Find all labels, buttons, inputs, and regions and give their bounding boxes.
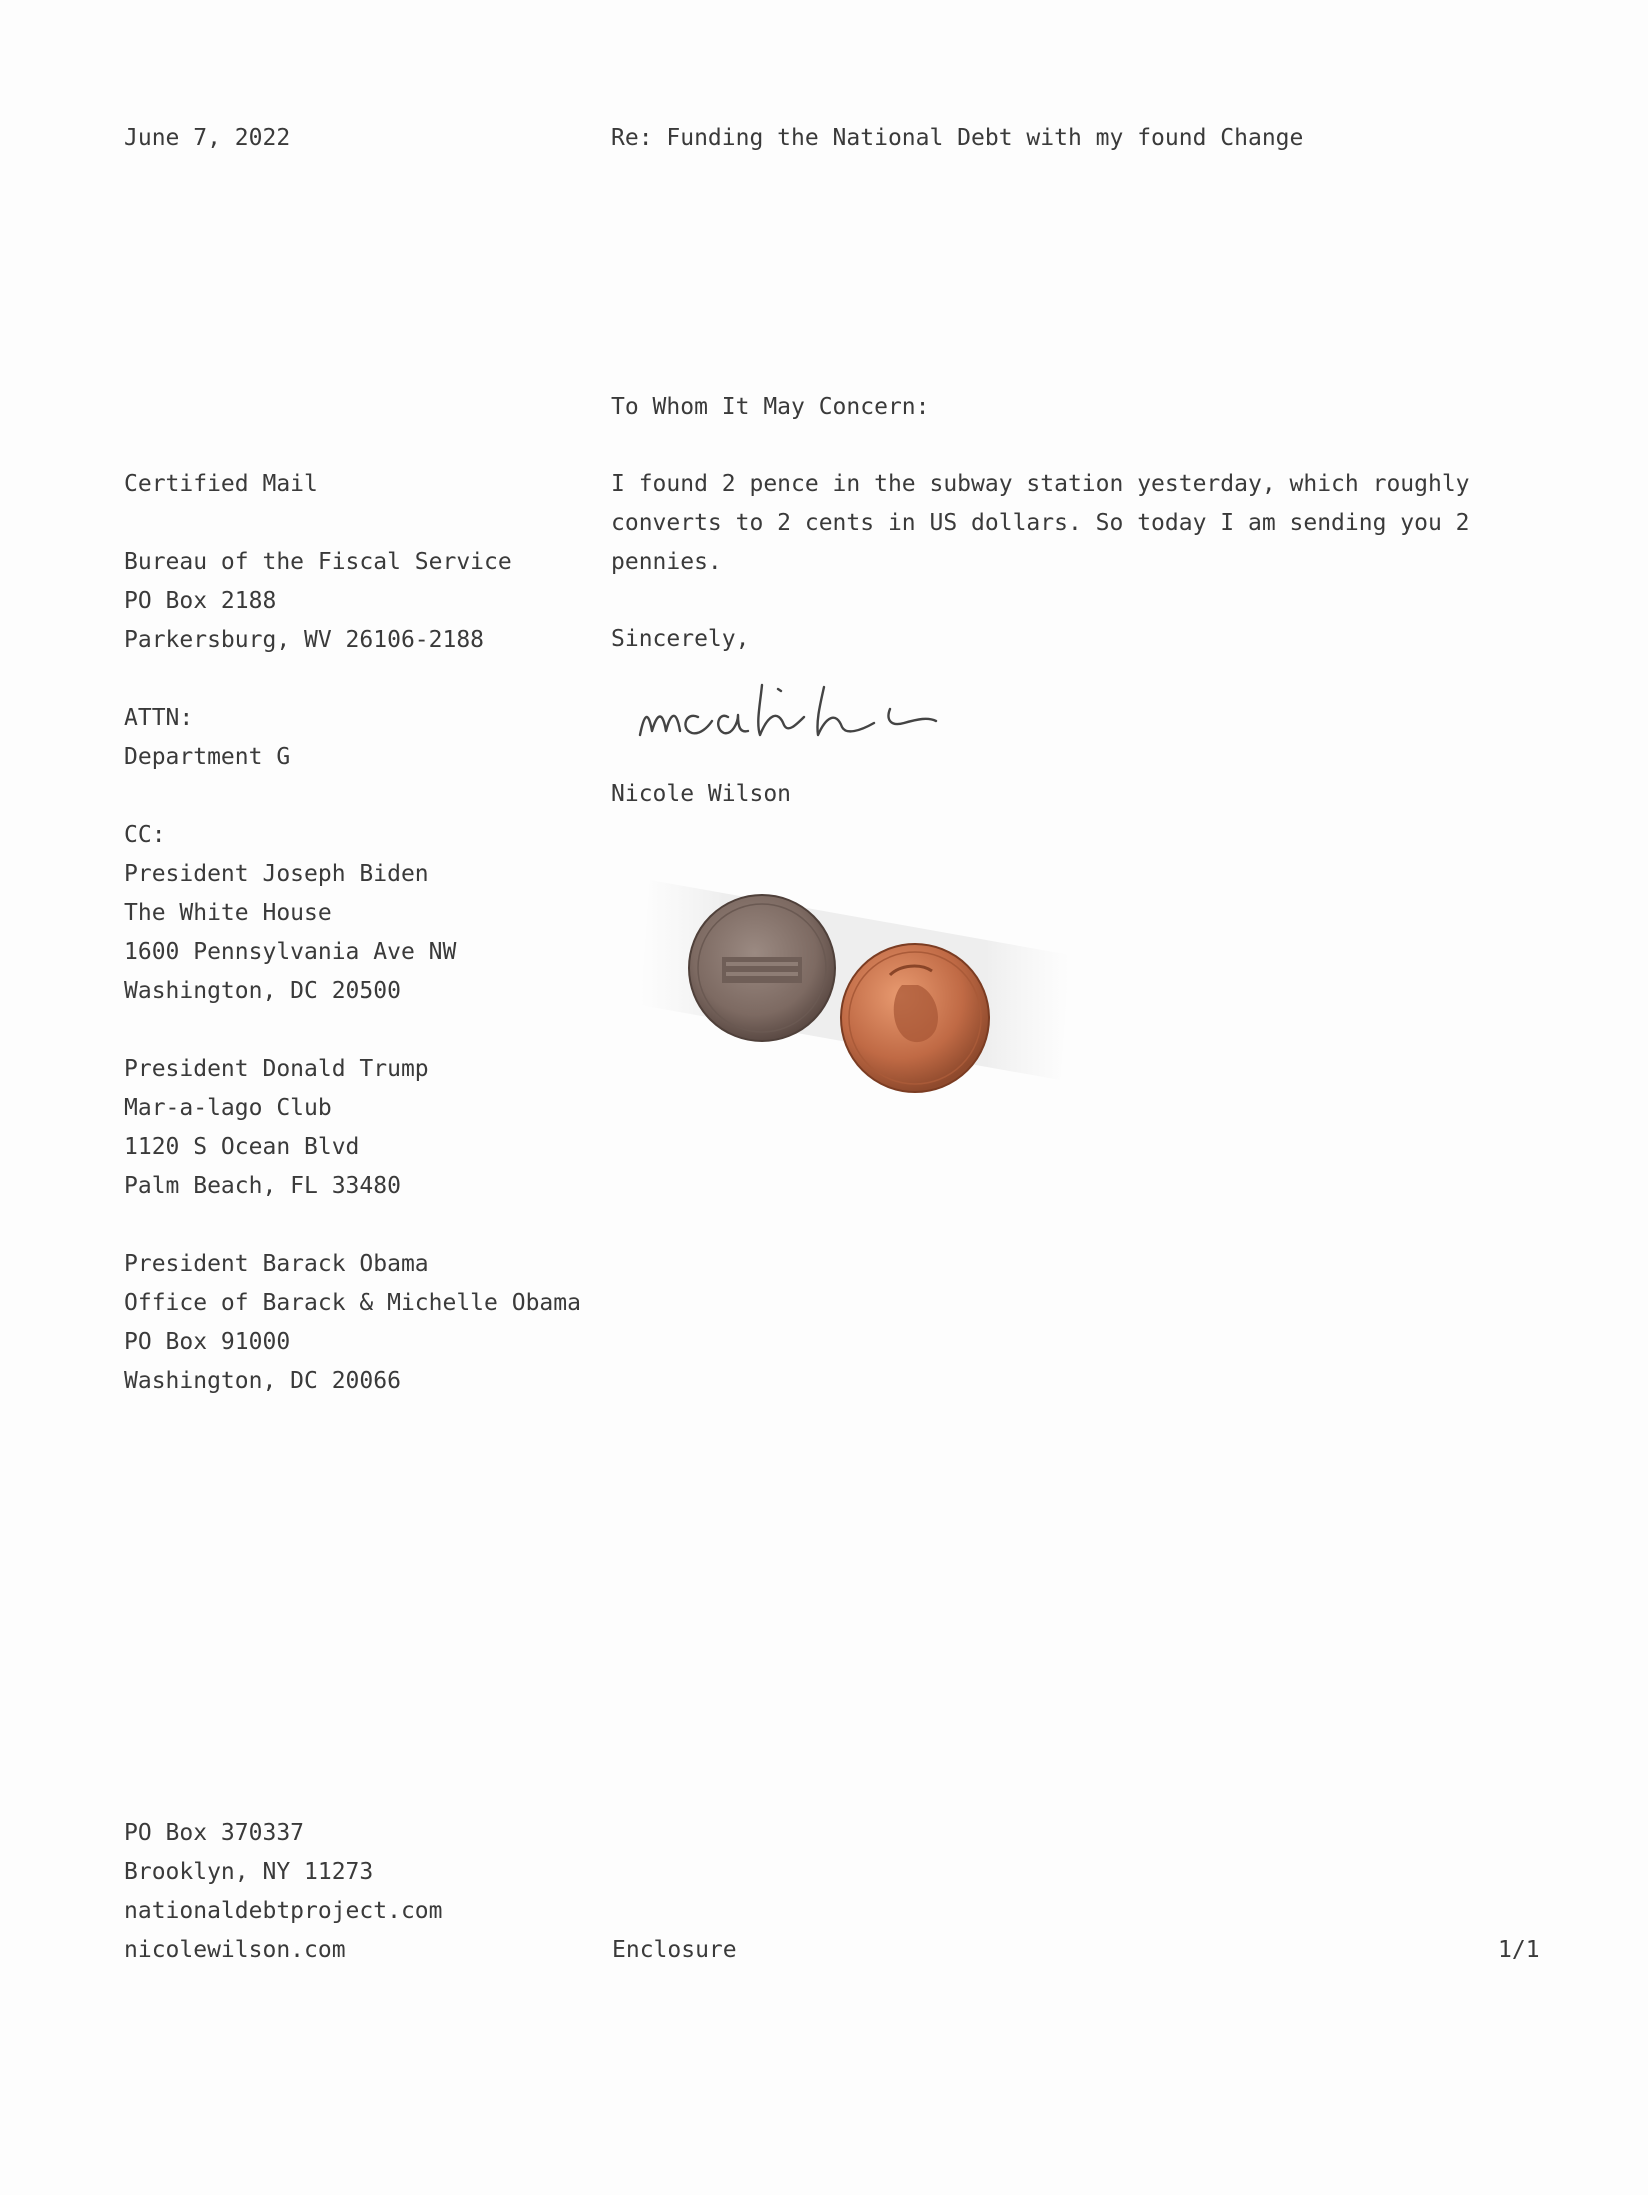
cc-address-line: President Donald Trump — [124, 1056, 429, 1082]
cc-address-line: Washington, DC 20066 — [124, 1368, 401, 1394]
sender-line: Brooklyn, NY 11273 — [124, 1859, 374, 1885]
address-line: PO Box 2188 — [124, 588, 277, 614]
cc-address-line: President Barack Obama — [124, 1251, 429, 1277]
address-line: Bureau of the Fiscal Service — [124, 549, 512, 575]
cc-address-line: PO Box 91000 — [124, 1329, 291, 1355]
sender-website: nationaldebtproject.com — [124, 1898, 443, 1924]
cc-address-line: Palm Beach, FL 33480 — [124, 1173, 401, 1199]
attn-value: Department G — [124, 744, 291, 770]
sender-address — [124, 1814, 443, 1970]
cc-block — [124, 816, 644, 1011]
cc-address-line: Mar-a-lago Club — [124, 1095, 332, 1121]
body-line: converts to 2 cents in US dollars. So today I am sending you 2 — [611, 510, 1470, 536]
cc-address-line: Office of Barack & Michelle Obama — [124, 1290, 581, 1316]
sender-line: PO Box 370337 — [124, 1820, 305, 1846]
address-line: Parkersburg, WV 26106-2188 — [124, 627, 485, 653]
letter-body — [611, 465, 1551, 582]
cc-address-line: President Joseph Biden — [124, 861, 429, 887]
mail-type: Certified Mail — [124, 471, 318, 497]
signature-image — [628, 665, 948, 755]
enclosure-note: Enclosure — [612, 1937, 737, 1963]
cc-address-line: Washington, DC 20500 — [124, 978, 401, 1004]
cc-address-line: The White House — [124, 900, 332, 926]
enclosed-pennies-image — [640, 845, 1080, 1115]
page-number: 1/1 — [1498, 1937, 1540, 1963]
cc-label: CC: — [124, 822, 166, 848]
body-line: pennies. — [611, 549, 722, 575]
recipient-column — [124, 465, 644, 1401]
closing: Sincerely, — [611, 626, 750, 652]
worn-penny — [689, 895, 835, 1041]
sender-website: nicolewilson.com — [124, 1937, 346, 1963]
salutation: To Whom It May Concern: — [611, 394, 930, 420]
body-line: I found 2 pence in the subway station yesterday, which roughly — [611, 471, 1470, 497]
cc-address-line: 1120 S Ocean Blvd — [124, 1134, 360, 1160]
attn-label: ATTN: — [124, 705, 194, 731]
letter-date: June 7, 2022 — [124, 125, 291, 151]
signer-name: Nicole Wilson — [611, 781, 792, 807]
letter-subject: Re: Funding the National Debt with my found Change — [611, 125, 1304, 151]
attn-block — [124, 699, 644, 777]
cc-address-line: 1600 Pennsylvania Ave NW — [124, 939, 457, 965]
recipient-address — [124, 543, 644, 660]
shiny-penny — [841, 944, 989, 1092]
cc-recipient — [124, 1245, 644, 1401]
cc-recipient — [124, 1050, 644, 1206]
